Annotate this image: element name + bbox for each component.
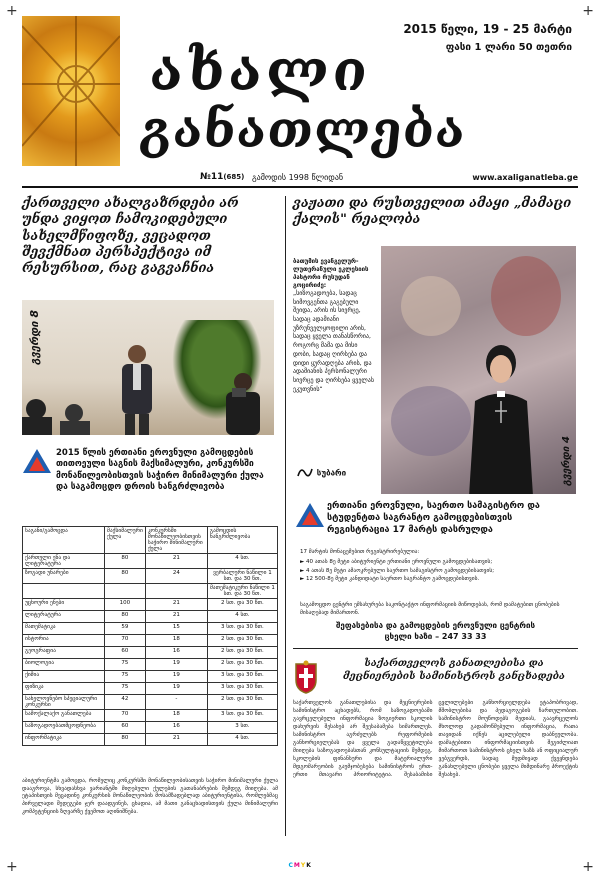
cmyk-print-marks	[288, 862, 311, 869]
table-cell: 2 სთ. და 30 წთ.	[207, 599, 277, 611]
exam-scores-footnote: აბიტურიენტმა გამოცდა, რომელიც კონკურსში მონაწილეობისათვის საჭირო მინიმალური ქულა დააგროვა, სხვადასხვა ვარიანტში მიღებული ქულების გათანაბრების შემდეგ მიიღება. ამ ეტაპისთვის მეცადინე კონკურსის მონაწილეობის მოსამზადებლად აბიტურიენტისა, რომლებმაც პირველადი შედეგები ჯერ დაადგინეს, ცხადია, ამ მათი განაცხადისთვის ქულა მინიმალური კომპეტენციის ზღვარზე ქვემოთ აღინიშნება.	[22, 778, 278, 815]
table-cell: მათემატიკა	[23, 623, 105, 635]
table-cell: ლიტერატურა	[23, 611, 105, 623]
left-photo-page-ref: გვერდი 8	[28, 310, 41, 365]
table-row	[23, 683, 278, 695]
table-cell: 80	[105, 611, 146, 623]
table-cell: 3 სთ. და 30 წთ.	[207, 710, 277, 722]
caption-person: ბათუმის ევანგელურ- ლუთერანული ეკლესიის პასტორი რუსუდან გოცირიძე:	[293, 258, 369, 290]
table-cell: გეოგრაფია	[23, 647, 105, 659]
table-cell: 100	[105, 599, 146, 611]
hotline-number[interactable]: ცხელი ხაზი – 247 33 33	[384, 632, 487, 642]
table-cell	[105, 584, 146, 599]
registration-mark-icon: +	[582, 3, 594, 19]
fresco-texture	[401, 276, 461, 336]
right-article-quote: „სიზოგადოება, სადაც სიმოვგენთა გაგებული შეიდა, არის ის სივრცე, სადაც ადამიანი უზრუნველყოფილი არის, სადაც ყველა თანასწორია, როგორც მამა და მისი დობი, სადაც ღირსება და დიდი ყურადღება არის, და ადამიანის პერსონალური სივრცე და ღირსება ყველას ეკუთვნის“	[293, 290, 374, 393]
table-cell: 21	[145, 734, 207, 746]
table-cell: საზოგადოებათმცოდნეობა	[23, 722, 105, 734]
list-item-text: 12 500-8ე მეტი კანდიდატი საერთო საგრანტო გამოცდებისთვის.	[305, 576, 480, 583]
registration-mark-icon: +	[6, 3, 18, 19]
exam-scores-table	[22, 526, 278, 746]
issue-number	[200, 172, 244, 182]
table-cell: მათემატიკური ნაწილი 1 სთ. და 30 წთ.	[207, 584, 277, 599]
audience-silhouette-icon	[22, 395, 102, 435]
table-cell: უცხოური ენები	[23, 599, 105, 611]
table-row	[23, 623, 278, 635]
table-row	[23, 734, 278, 746]
table-cell: 16	[145, 647, 207, 659]
issue-bar	[22, 172, 578, 186]
list-item-text: 40 ათას 8ე მეტი აბიტურიენტი ერთიანი ეროვნული გამოცდებისათვის;	[305, 558, 493, 565]
table-row	[23, 611, 278, 623]
registration-headline: ერთიანი ეროვნული, საერთო სამაგისტრო და სტუდენტთა საგრანტო გამოცდებისთვის რეგისტრაცია 17 მარტს დასრულდა	[327, 501, 540, 536]
table-cell: 2 სთ. და 30 წთ.	[207, 695, 277, 710]
list-item-text: 4 ათას 8ე მეტი ამაოკრებული საერთო სამაგისტრო გამოცდებისათვის;	[305, 567, 495, 574]
table-row	[23, 671, 278, 683]
table-row	[23, 569, 278, 584]
right-article-headline[interactable]: ვაჟათი და რუსთველით ამაყი „მამაცი ქალის" რეალობა	[293, 196, 572, 228]
founded-year: გამოდის 1998 წლიდან	[252, 173, 344, 182]
masthead-title-line2: განათლება	[136, 100, 470, 159]
table-cell: 75	[105, 683, 146, 695]
table-header-cell: საგანი/გამოცდა	[23, 527, 105, 554]
registration-note: საგამოცდო ცენტრი ემსახურება საკონტაქტო ინფორმაციის მიწოდებას, რომ დამატებით ცნობების მისაღებად მიმართონ.	[300, 602, 560, 616]
fresco-photo	[381, 246, 576, 494]
table-cell: ქართული ენა და ლიტერატურა	[23, 554, 105, 569]
table-cell: 24	[145, 569, 207, 584]
table-cell: 70	[105, 635, 146, 647]
column-divider	[285, 196, 286, 836]
list-item: ► 4 ათას 8ე მეტი ამაოკრებული საერთო სამაგისტრო გამოცდებისათვის;	[300, 567, 495, 574]
ministry-declaration-body: საქართველოს განათლებისა და მეცნიერების სამინისტრო აცხადებს, რომ საზოგადოებაში გავრცელებული ინფორმაცია ზოგიერთი სკოლის დახურვის შესახებ არ შეესაბამება სიმართლეს. სამინისტრო აგრძელებს რეფორმების განხორციელებას და ყველა გადაწყვეტილება მიიღება საზოგადოებასთან კონსულტაციის შემდეგ. სკოლების ფინანსური და მატერიალური მდგომარეობის გაუმჯობესება სამინისტროს ერთ-ერთი მთავარი პრიორიტეტია. შესაბამისი ცვლილებები განხორციელდება ეტაპობრივად, მშობლებისა და პედაგოგების ჩართულობით. სამინისტრო მოუწოდებს მედიას, გაავრცელოს მხოლოდ გადამოწმებული ინფორმაცია, რათა თავიდან იქნეს აცილებული დაბნეულობა. დამატებითი ინფორმაციისთვის შეგიძლიათ მიმართოთ სამინისტროს ცხელ ხაზს ან ოფიციალურ ვებგვერდს, სადაც მუდმივად ქვეყნდება განახლებული ცნობები ყველა მიმდინარე პროექტის შესახებ.	[293, 700, 578, 778]
table-row	[23, 710, 278, 722]
table-cell: 3 სთ. და 30 წთ.	[207, 683, 277, 695]
table-cell: 42	[105, 695, 146, 710]
issue-count: (685)	[223, 173, 245, 181]
table-cell: 70	[105, 710, 146, 722]
cmyk-mark-y: Y	[300, 862, 306, 869]
table-cell: 4 სთ.	[207, 734, 277, 746]
ngec-logo-icon	[295, 502, 325, 528]
table-cell: 2 სთ. და 30 წთ.	[207, 659, 277, 671]
table-row	[23, 647, 278, 659]
cmyk-mark-m: M	[293, 862, 300, 869]
table-cell: 21	[145, 554, 207, 569]
table-cell: 3 სთ.	[207, 722, 277, 734]
table-header-cell: გამოცდის ხანგრძლივობა	[207, 527, 277, 554]
table-cell: ბიოლოგია	[23, 659, 105, 671]
subscription-label: სუბარი	[316, 468, 347, 478]
cmyk-mark-k: K	[306, 862, 311, 869]
list-item: ► 12 500-8ე მეტი კანდიდატი საერთო საგრანტო გამოცდებისთვის.	[300, 576, 480, 583]
table-cell	[23, 584, 105, 599]
table-cell: 3 სთ. და 30 წთ.	[207, 671, 277, 683]
issue-date: 2015 წელი, 19 - 25 მარტი	[403, 22, 572, 36]
registration-mark-icon: +	[582, 859, 594, 875]
table-cell: 2 სთ. და 30 წთ.	[207, 647, 277, 659]
masthead-title-line1: ახალი	[146, 38, 375, 104]
table-cell: 19	[145, 659, 207, 671]
right-photo-page-ref: გვერდი 4	[561, 436, 572, 486]
issue-number-value: №11	[200, 172, 224, 182]
exam-scores-headline: 2015 წლის ერთიანი ეროვნული გამოცდების თითოეული საგნის მაქსიმალური, კონკურსში მონაწილეობისთვის საჭირო მინიმალური ქულა და საგამოცდო დროის ხანგრძლივობა	[56, 448, 264, 493]
table-cell: ქიმია	[23, 671, 105, 683]
table-cell: -	[145, 695, 207, 710]
sun-logo-icon	[22, 16, 120, 166]
table-cell: 80	[105, 554, 146, 569]
left-article-headline[interactable]: ქართველი ახალგაზრდები არ უნდა ვიყოთ ჩამოკიდებული სახელმწიფოზე, ვეცადოთ შევქმნათ პერსპექტივა იმ რესურსით, რაც გაგვაჩნია	[22, 196, 239, 276]
left-article-photo	[22, 300, 274, 435]
registration-stats	[300, 548, 575, 584]
table-cell: 19	[145, 683, 207, 695]
table-cell: ვერბალური ნაწილი 1 სთ. და 30 წთ.	[207, 569, 277, 584]
table-cell: სახელოვნებო სპეციალური კონკურსი	[23, 695, 105, 710]
table-cell: ისტორია	[23, 635, 105, 647]
website-link[interactable]: www.axaliganatleba.ge	[472, 173, 578, 182]
table-cell: 19	[145, 671, 207, 683]
speaker-figure-icon	[112, 340, 162, 435]
table-cell	[145, 584, 207, 599]
ministry-crest-icon	[292, 660, 320, 694]
ngec-logo-icon	[22, 448, 52, 474]
table-cell: სამოქალაქო განათლება	[23, 710, 105, 722]
table-cell: 16	[145, 722, 207, 734]
registration-intro: 17 მარტის მონაცემებით რეგისტრირებულია:	[300, 549, 420, 555]
table-cell: 60	[105, 722, 146, 734]
masthead-rule	[22, 186, 578, 188]
table-cell: 21	[145, 611, 207, 623]
table-cell: 80	[105, 569, 146, 584]
table-cell: 59	[105, 623, 146, 635]
table-cell: 18	[145, 635, 207, 647]
table-cell: ფიზიკა	[23, 683, 105, 695]
table-cell: ზოგადი უნარები	[23, 569, 105, 584]
cmyk-mark-c: C	[288, 862, 293, 869]
ministry-declaration-headline[interactable]: საქართველოს განათლებისა და მეცნიერების სამინისტროს განცხადება	[343, 658, 565, 682]
table-cell: 3 სთ. და 30 წთ.	[207, 623, 277, 635]
fresco-texture	[491, 256, 561, 336]
section-rule	[293, 648, 578, 649]
photographer-figure-icon	[218, 370, 268, 435]
table-cell: 80	[105, 734, 146, 746]
table-cell: 4 სთ.	[207, 611, 277, 623]
table-cell: 2 სთ. და 30 წთ.	[207, 635, 277, 647]
table-row	[23, 659, 278, 671]
list-item: ► 40 ათას 8ე მეტი აბიტურიენტი ერთიანი ეროვნული გამოცდებისათვის;	[300, 558, 493, 565]
table-header-row	[23, 527, 278, 554]
pastor-figure-icon	[461, 341, 541, 494]
table-cell: 15	[145, 623, 207, 635]
subscription-icon	[296, 466, 314, 480]
table-cell: 60	[105, 647, 146, 659]
table-row	[23, 554, 278, 569]
table-row	[23, 635, 278, 647]
table-header-cell: კონკურსში მონაწილეობისთვის საჭირო მინიმალური ქულა	[145, 527, 207, 554]
table-cell: 75	[105, 671, 146, 683]
registration-mark-icon: +	[6, 859, 18, 875]
right-article-caption	[293, 258, 375, 294]
table-row	[23, 695, 278, 710]
table-row	[23, 599, 278, 611]
table-cell: 18	[145, 710, 207, 722]
hotline-org: შეფასებისა და გამოცდების ეროვნული ცენტრის	[335, 621, 536, 630]
hotline-block	[293, 620, 578, 642]
fresco-texture	[391, 386, 471, 456]
table-cell: 4 სთ.	[207, 554, 277, 569]
table-cell: 21	[145, 599, 207, 611]
table-row	[23, 584, 278, 599]
table-cell: ინფორმატიკა	[23, 734, 105, 746]
issue-price: ფასი 1 ლარი 50 თეთრი	[445, 42, 572, 53]
table-header-cell: მაქსიმალური ქულა	[105, 527, 146, 554]
table-cell: 75	[105, 659, 146, 671]
subscription-logo	[296, 466, 346, 480]
table-row	[23, 722, 278, 734]
